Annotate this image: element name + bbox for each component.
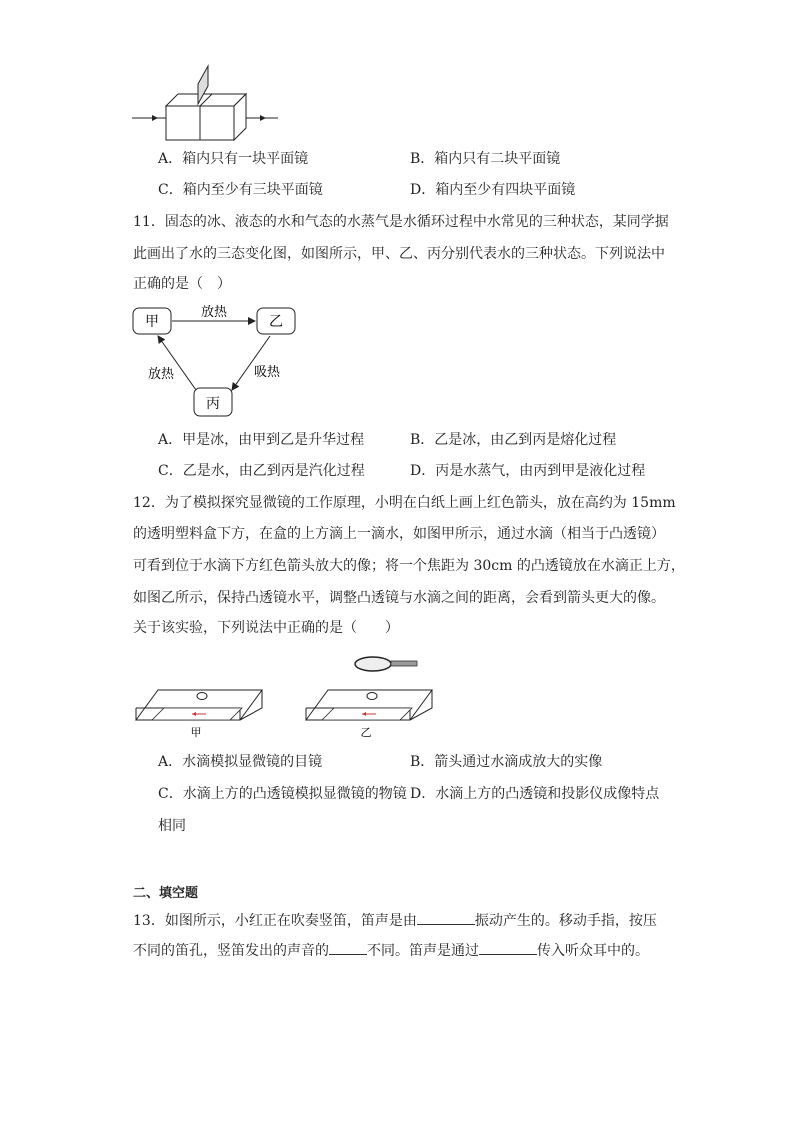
label-left: 放热	[147, 367, 175, 382]
label-top: 放热	[200, 305, 228, 320]
q12-option-c: C．水滴上方的凸透镜模拟显微镜的物镜	[158, 786, 407, 802]
q11-option-c: C．乙是水，由乙到丙是汽化过程	[158, 463, 365, 479]
microscope-experiment-figure	[130, 648, 450, 744]
q10-option-b: B．箱内只有二块平面镜	[410, 151, 561, 167]
figure-jia-label: 甲	[190, 726, 202, 739]
q12-option-d-line-1: D．水滴上方的凸透镜和投影仪成像特点	[410, 786, 660, 802]
mirror-box-figure	[130, 62, 280, 142]
q12-stem-line-3: 可看到位于水滴下方红色箭头放大的像；将一个焦距为 30cm 的凸透镜放在水滴正上方，	[133, 558, 685, 574]
q12-stem-line-4: 如图乙所示，保持凸透镜水平，调整凸透镜与水滴之间的距离，会看到箭头更大的像。	[133, 590, 665, 606]
q13-line-1	[133, 910, 657, 931]
q12-option-a: A．水滴模拟显微镜的目镜	[158, 754, 323, 770]
q12-stem-line-2: 的透明塑料盒下方，在盒的上方滴上一滴水，如图甲所示，通过水滴（相当于凸透镜）	[133, 526, 665, 542]
q12-option-b: B．箭头通过水滴成放大的实像	[410, 754, 603, 770]
figure-yi-label: 乙	[360, 726, 372, 739]
figure-jia	[136, 690, 262, 739]
figure-yi	[306, 657, 432, 739]
q13-text-1b: 振动产生的。移动手指，按压	[474, 913, 657, 929]
node-bing-label: 丙	[206, 396, 220, 412]
q11-option-a: A．甲是冰，由甲到乙是升华过程	[158, 432, 365, 448]
q13-text-2a: 不同的笛孔，竖笛发出的声音的	[133, 943, 329, 959]
q11-stem-line-1: 11．固态的冰、液态的水和气态的水蒸气是水循环过程中水常见的三种状态，某同学据	[133, 214, 669, 230]
q11-option-b: B．乙是冰，由乙到丙是熔化过程	[410, 432, 617, 448]
q11-stem-line-2: 此画出了水的三态变化图，如图所示，甲、乙、丙分别代表水的三种状态。下列说法中	[133, 246, 665, 262]
q12-option-d-line-2: 相同	[158, 818, 186, 834]
label-right: 吸热	[253, 365, 281, 380]
q10-option-d: D．箱内至少有四块平面镜	[410, 182, 576, 198]
q13-text-1a: 13．如图所示，小红正在吹奏竖笛，笛声是由	[133, 913, 417, 929]
q13-blank-3[interactable]	[479, 940, 537, 955]
q12-stem-line-5: 关于该实验，下列说法中正确的是（ ）	[133, 620, 399, 636]
water-state-diagram	[130, 300, 300, 420]
arrow-yi-to-bing	[232, 336, 270, 390]
node-jia-label: 甲	[145, 314, 159, 330]
q10-option-a: A．箱内只有一块平面镜	[158, 151, 309, 167]
q13-text-2b: 不同。笛声是通过	[367, 943, 479, 959]
node-yi-label: 乙	[269, 314, 283, 330]
q13-line-2	[133, 940, 649, 961]
q13-text-2c: 传入听众耳中的。	[537, 943, 649, 959]
q13-blank-2[interactable]	[329, 940, 367, 955]
q10-option-c: C．箱内至少有三块平面镜	[158, 182, 323, 198]
section-title: 二、填空题	[133, 886, 199, 901]
q11-option-d: D．丙是水蒸气，由丙到甲是液化过程	[410, 463, 646, 479]
q11-stem-line-3: 正确的是（ ）	[133, 276, 231, 292]
q13-blank-1[interactable]	[417, 910, 475, 925]
q12-stem-line-1: 12．为了模拟探究显微镜的工作原理，小明在白纸上画上红色箭头，放在高约为 15mm	[133, 495, 676, 511]
